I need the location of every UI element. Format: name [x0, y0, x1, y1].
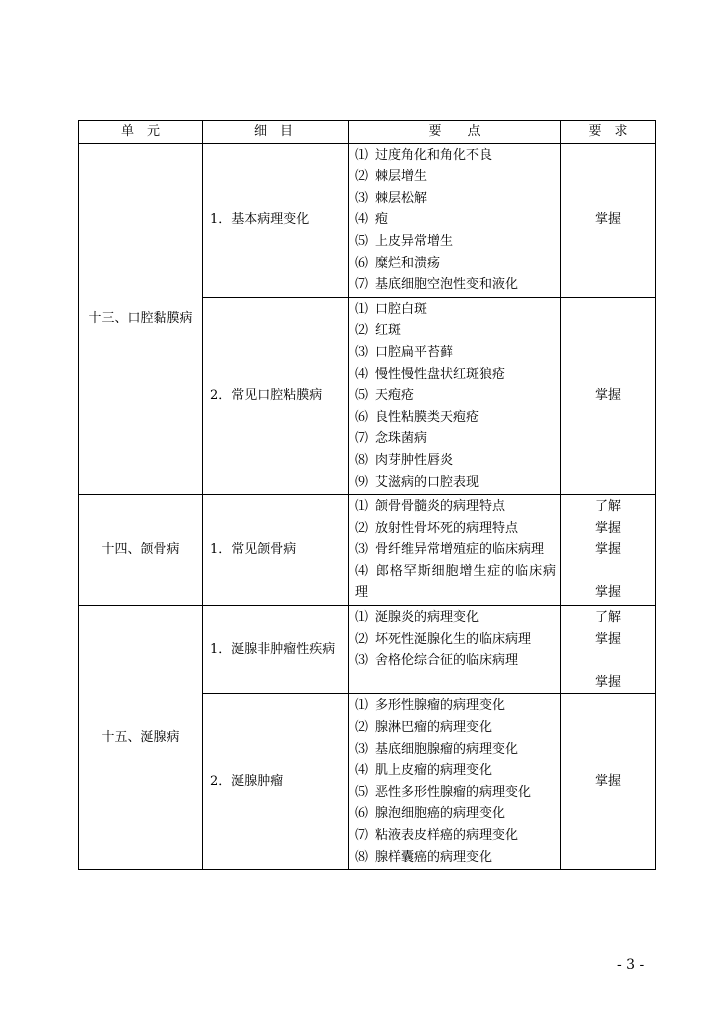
point-item: ⑹ 良性粘膜类天疱疮 [355, 409, 480, 425]
point-item: ⑹ 糜烂和溃疡 [355, 255, 441, 271]
topic-cell: 1．基本病理变化 [203, 143, 349, 297]
point-item: ⑵ 放射性骨坏死的病理特点 [355, 520, 519, 536]
points-cell [349, 297, 561, 494]
point-item: ⑼ 艾滋病的口腔表现 [355, 474, 480, 490]
point-item: ⑵ 红斑 [355, 323, 402, 339]
point-item: ⑶ 口腔扁平苔藓 [355, 344, 454, 360]
topic-cell: 2．常见口腔粘膜病 [203, 297, 349, 494]
requirement-item: 了解 [594, 610, 621, 626]
points-cell [349, 495, 561, 606]
point-item: ⑺ 粘液表皮样癌的病理变化 [355, 828, 519, 843]
requirement-cell [561, 606, 656, 694]
point-item: ⑴ 颌骨骨髓炎的病理特点 [355, 499, 506, 515]
requirement-cell: 掌握 [561, 297, 656, 494]
requirement-cell [561, 495, 656, 606]
requirement-cell: 掌握 [561, 694, 656, 870]
unit-cell: 十四、颌骨病 [79, 495, 203, 606]
header-points: 要 点 [349, 121, 561, 144]
requirement-item: 掌握 [594, 631, 621, 647]
point-item: ⑶ 棘层松解 [355, 190, 428, 206]
requirement-item: 了解 [594, 499, 621, 515]
point-item: ⑵ 腺淋巴瘤的病理变化 [355, 720, 493, 736]
header-requirement: 要 求 [561, 121, 656, 144]
requirement-item: 掌握 [594, 520, 621, 536]
point-item: ⑻ 肉芽肿性唇炎 [355, 452, 454, 468]
point-item: ⑻ 腺样囊癌的病理变化 [355, 849, 493, 865]
point-item: ⑷ 肌上皮瘤的病理变化 [355, 763, 493, 779]
table-row [79, 495, 656, 606]
point-item: ⑺ 念珠菌病 [355, 431, 428, 447]
points-cell [349, 694, 561, 870]
header-detail: 细 目 [203, 121, 349, 144]
requirement-item: 掌握 [594, 542, 621, 558]
unit-cell: 十三、口腔黏膜病 [79, 143, 203, 495]
point-item: ⑸ 上皮异常增生 [355, 233, 454, 249]
requirement-item: 掌握 [594, 585, 621, 601]
point-item: ⑸ 恶性多形性腺瘤的病理变化 [355, 784, 532, 800]
syllabus-table [78, 120, 656, 870]
table-row [79, 606, 656, 694]
point-item: ⑴ 过度角化和角化不良 [355, 147, 493, 163]
point-item: ⑵ 坏死性涎腺化生的临床病理 [355, 631, 532, 647]
page-number: - 3 - [617, 957, 645, 973]
point-item: ⑴ 多形性腺瘤的病理变化 [355, 698, 506, 714]
point-item: ⑵ 棘层增生 [355, 169, 428, 185]
point-item: ⑶ 基底细胞腺瘤的病理变化 [355, 741, 519, 757]
topic-cell: 2．涎腺肿瘤 [203, 694, 349, 870]
table-row [79, 143, 656, 297]
point-item: ⑸ 天疱疮 [355, 388, 415, 404]
points-cell [349, 143, 561, 297]
requirement-cell: 掌握 [561, 143, 656, 297]
point-item: ⑹ 腺泡细胞癌的病理变化 [355, 806, 506, 822]
point-item: ⑷ 疱 [355, 212, 389, 228]
topic-cell: 1．涎腺非肿瘤性疾病 [203, 606, 349, 694]
point-item: ⑴ 口腔白斑 [355, 301, 428, 317]
header-row [79, 121, 656, 144]
point-item: ⑷ 郎格罕斯细胞增生症的临床病理 [355, 563, 556, 601]
point-item: ⑷ 慢性慢性盘状红斑狼疮 [355, 366, 506, 382]
point-item: ⑶ 骨纤维异常增殖症的临床病理 [355, 542, 545, 558]
point-item: ⑶ 舍格伦综合征的临床病理 [355, 653, 519, 669]
header-unit: 单 元 [79, 121, 203, 144]
unit-cell: 十五、涎腺病 [79, 606, 203, 870]
points-cell [349, 606, 561, 694]
point-item: ⑺ 基底细胞空泡性变和液化 [355, 277, 519, 293]
topic-cell: 1．常见颌骨病 [203, 495, 349, 606]
requirement-item: 掌握 [594, 674, 621, 690]
point-item: ⑴ 涎腺炎的病理变化 [355, 610, 480, 626]
